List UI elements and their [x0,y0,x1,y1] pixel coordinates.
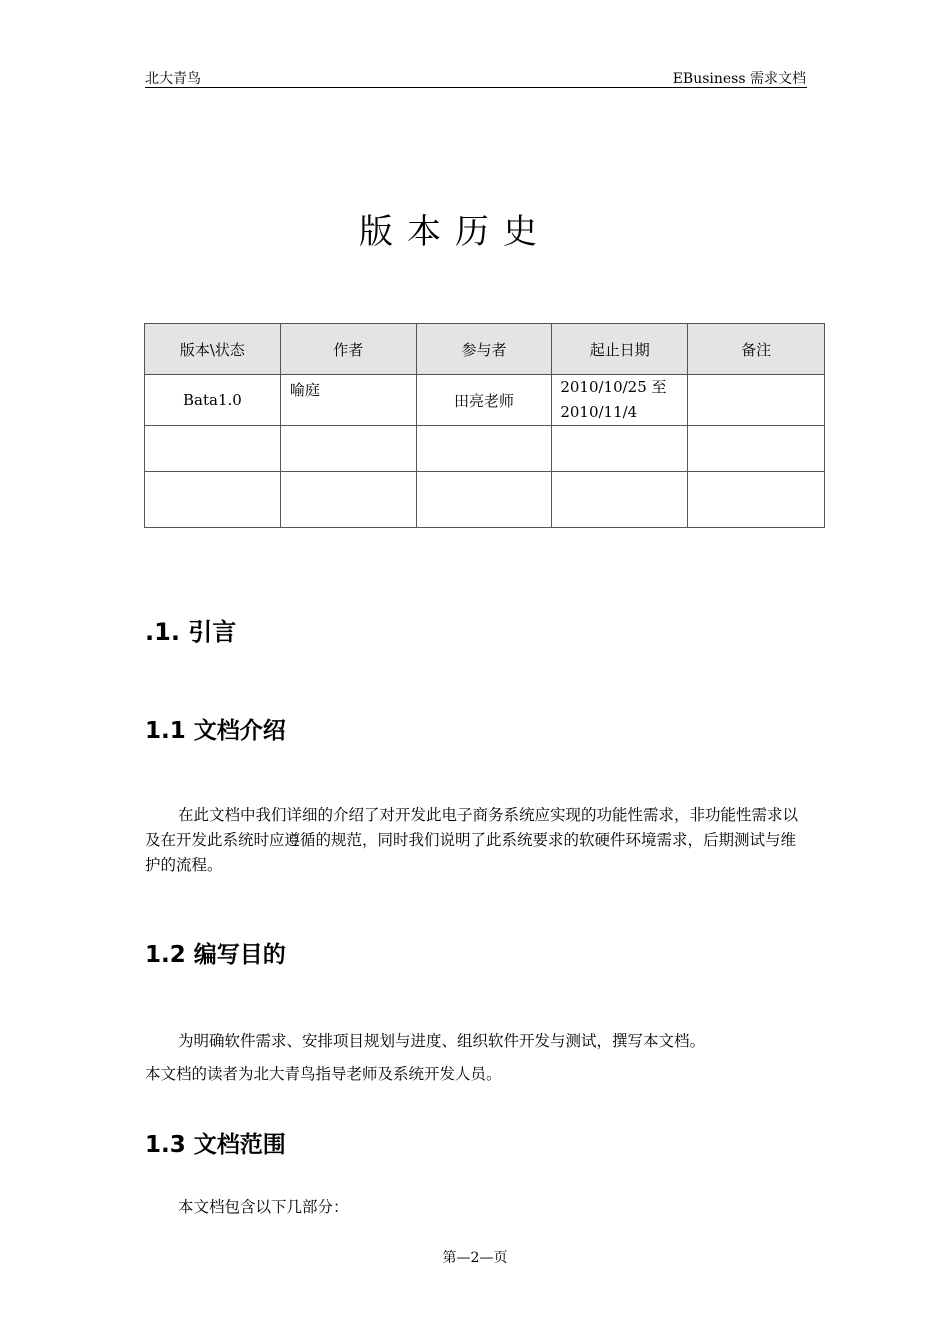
empty-cell [552,426,688,472]
section-heading-purpose: 1.2 编写目的 [145,942,286,968]
empty-cell [688,426,825,472]
date-start: 2010/10/25 至 [560,378,667,396]
version-history-table [144,323,825,528]
header-left: 北大青鸟 [145,71,201,87]
header-right: EBusiness 需求文档 [672,71,806,87]
date-end: 2010/11/4 [560,403,638,421]
page-title: 版本历史 [359,212,551,252]
cell-note [688,375,825,426]
empty-cell [145,426,281,472]
cell-author: 喻庭 [280,375,416,426]
table-row [145,375,825,426]
empty-cell [280,472,416,528]
table-row [145,426,825,472]
scope-line-1: 本文档包含以下几部分： [178,1198,349,1216]
section-heading-doc-intro: 1.1 文档介绍 [145,718,286,744]
cell-participant: 田亮老师 [416,375,552,426]
table-header-row [145,324,825,375]
page-number: 第—2—页 [442,1250,508,1266]
empty-cell [280,426,416,472]
column-header-participant: 参与者 [416,324,552,375]
cell-date [552,375,688,426]
purpose-line-2: 本文档的读者为北大青鸟指导老师及系统开发人员。 [145,1065,502,1083]
doc-intro-paragraph: 在此文档中我们详细的介绍了对开发此电子商务系统应实现的功能性需求，非功能性需求以及在开发此系统时应遵循的规范，同时我们说明了此系统要求的软硬件环境需求，后期测试与维护的流程。 [145,806,799,874]
header-divider [145,87,807,88]
column-header-author: 作者 [280,324,416,375]
cell-version: Bata1.0 [145,375,281,426]
empty-cell [145,472,281,528]
table-row [145,472,825,528]
section-heading-intro: .1. 引言 [145,618,237,646]
section-heading-scope: 1.3 文档范围 [145,1132,286,1158]
empty-cell [416,472,552,528]
column-header-version: 版本\状态 [145,324,281,375]
column-header-note: 备注 [688,324,825,375]
empty-cell [552,472,688,528]
empty-cell [416,426,552,472]
empty-cell [688,472,825,528]
column-header-date: 起止日期 [552,324,688,375]
purpose-line-1: 为明确软件需求、安排项目规划与进度、组织软件开发与测试，撰写本文档。 [178,1032,706,1050]
